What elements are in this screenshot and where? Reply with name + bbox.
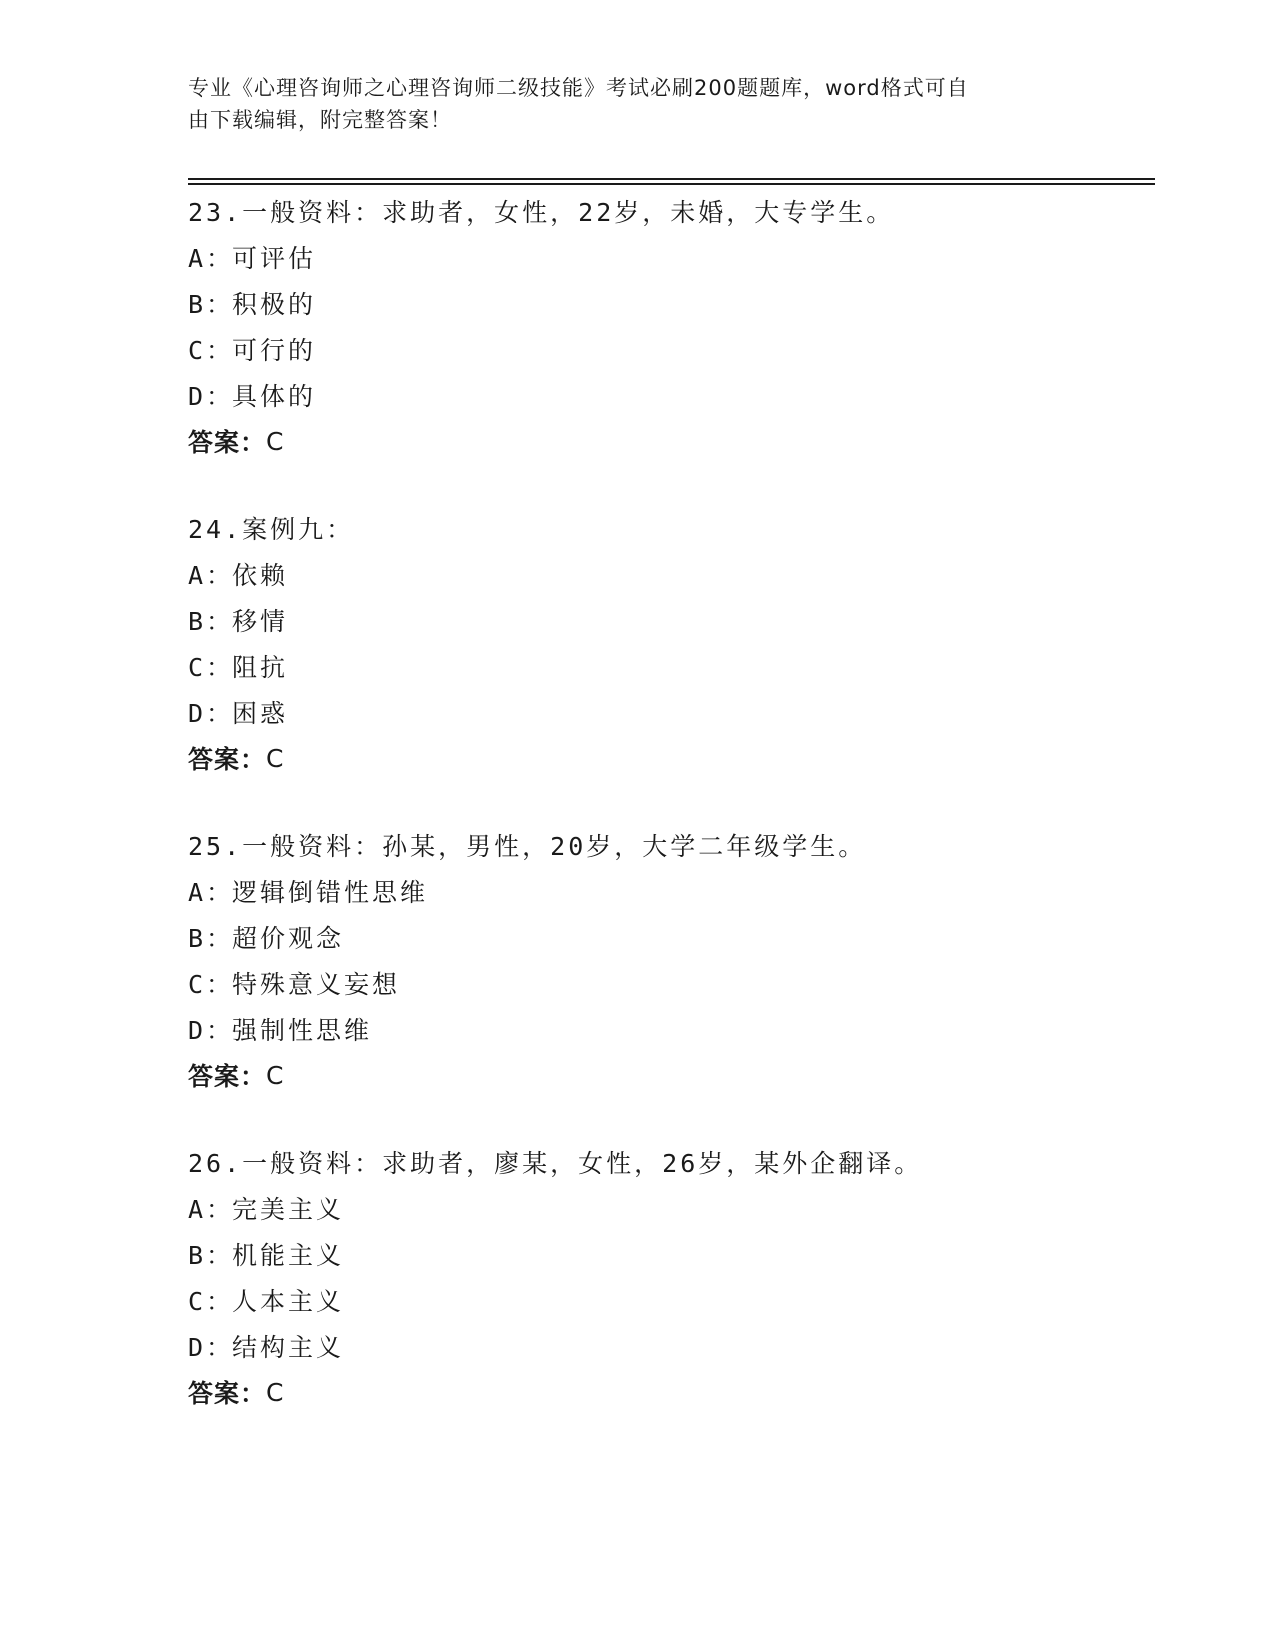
document-header	[188, 72, 1088, 136]
answer-label: 答案：	[188, 1062, 267, 1091]
question-25	[188, 822, 1148, 1098]
option-a	[188, 868, 1148, 914]
option-c	[188, 326, 1148, 372]
option-text: 困惑	[232, 699, 289, 728]
question-stem: 23.一般资料：求助者，女性，22岁，未婚，大专学生。	[188, 198, 895, 227]
answer-line	[188, 418, 1148, 464]
option-text: 超价观念	[232, 924, 345, 953]
option-key: C：	[188, 653, 235, 682]
option-text: 特殊意义妄想	[232, 970, 401, 999]
option-text: 完美主义	[232, 1195, 345, 1224]
question-23	[188, 188, 1148, 464]
option-key: B：	[188, 290, 235, 319]
option-b	[188, 914, 1148, 960]
option-text: 逻辑倒错性思维	[232, 878, 429, 907]
header-divider-bottom	[188, 183, 1155, 185]
option-key: D：	[188, 699, 235, 728]
option-text: 具体的	[232, 382, 317, 411]
option-text: 依赖	[232, 561, 289, 590]
option-a	[188, 551, 1148, 597]
option-b	[188, 1231, 1148, 1277]
answer-line	[188, 1369, 1148, 1415]
option-text: 人本主义	[232, 1287, 345, 1316]
answer-value: C	[266, 426, 284, 456]
answer-line	[188, 735, 1148, 781]
answer-value: C	[266, 743, 284, 773]
option-text: 强制性思维	[232, 1016, 373, 1045]
option-d	[188, 689, 1148, 735]
question-stem: 25.一般资料：孙某，男性，20岁，大学二年级学生。	[188, 832, 867, 861]
option-text: 积极的	[232, 290, 317, 319]
option-b	[188, 597, 1148, 643]
option-text: 结构主义	[232, 1333, 345, 1362]
option-key: B：	[188, 924, 235, 953]
answer-line	[188, 1052, 1148, 1098]
option-text: 可行的	[232, 336, 317, 365]
option-d	[188, 372, 1148, 418]
option-key: A：	[188, 561, 235, 590]
option-key: C：	[188, 1287, 235, 1316]
answer-value: C	[266, 1377, 284, 1407]
header-line-2: 由下载编辑，附完整答案！	[188, 108, 452, 132]
option-d	[188, 1323, 1148, 1369]
option-a	[188, 1185, 1148, 1231]
question-26	[188, 1139, 1148, 1415]
option-key: C：	[188, 970, 235, 999]
option-key: C：	[188, 336, 235, 365]
option-text: 可评估	[232, 244, 317, 273]
question-24	[188, 505, 1148, 781]
option-key: D：	[188, 1016, 235, 1045]
option-key: A：	[188, 878, 235, 907]
option-text: 机能主义	[232, 1241, 345, 1270]
option-c	[188, 960, 1148, 1006]
option-key: D：	[188, 1333, 235, 1362]
header-line-1: 专业《心理咨询师之心理咨询师二级技能》考试必刷200题题库，word格式可自	[188, 76, 969, 100]
option-d	[188, 1006, 1148, 1052]
header-divider-top	[188, 178, 1155, 180]
option-key: D：	[188, 382, 235, 411]
answer-value: C	[266, 1060, 284, 1090]
option-key: A：	[188, 1195, 235, 1224]
option-key: B：	[188, 1241, 235, 1270]
option-text: 阻抗	[232, 653, 289, 682]
answer-label: 答案：	[188, 1379, 267, 1408]
option-a	[188, 234, 1148, 280]
option-key: B：	[188, 607, 235, 636]
question-stem: 26.一般资料：求助者，廖某，女性，26岁，某外企翻译。	[188, 1149, 923, 1178]
answer-label: 答案：	[188, 745, 267, 774]
option-c	[188, 1277, 1148, 1323]
option-text: 移情	[232, 607, 289, 636]
answer-label: 答案：	[188, 428, 267, 457]
option-key: A：	[188, 244, 235, 273]
option-c	[188, 643, 1148, 689]
option-b	[188, 280, 1148, 326]
question-stem: 24.案例九：	[188, 515, 355, 544]
